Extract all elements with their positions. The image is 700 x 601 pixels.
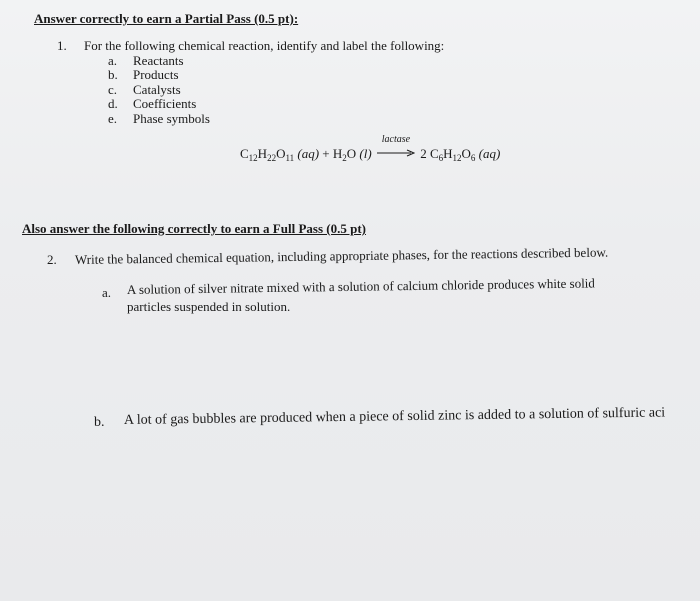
part-b-text: A lot of gas bubbles are produced when a piece of solid zinc is added to a solution of sulfuric aci xyxy=(123,405,666,428)
sucrose-formula: $C_{12}H_{22}O_{11}$ xyxy=(240,146,295,163)
coefficient-2: 2 xyxy=(420,146,427,161)
item-e-letter: e. xyxy=(108,111,118,126)
glucose-formula: $C_6H_{12}O_6$ xyxy=(429,146,476,163)
catalyst-label: lactase xyxy=(381,134,411,145)
item-b-letter: b. xyxy=(108,67,118,82)
sucrose-phase: (aq) xyxy=(297,146,320,161)
item-c-letter: c. xyxy=(108,82,118,97)
question-2-text: Write the balanced chemical equation, including appropriate phases, for the reactions described below. xyxy=(74,244,609,267)
water-formula: $H_2O$ xyxy=(332,146,357,163)
item-products: Products xyxy=(133,67,179,82)
partial-pass-heading: Answer correctly to earn a Partial Pass (0.5 pt): xyxy=(34,11,299,26)
item-phase-symbols: Phase symbols xyxy=(133,111,210,126)
item-coefficients: Coefficients xyxy=(133,96,197,111)
chemical-equation xyxy=(240,134,501,163)
item-reactants: Reactants xyxy=(133,53,184,68)
item-a-letter: a. xyxy=(108,53,118,68)
water-phase: (l) xyxy=(359,146,372,161)
plus-sign: + xyxy=(322,146,330,161)
part-a-letter: a. xyxy=(102,285,112,300)
question-2-number: 2. xyxy=(47,252,57,267)
part-a-line-1: A solution of silver nitrate mixed with a solution of calcium chloride produces white solid xyxy=(126,275,595,297)
reaction-arrow xyxy=(377,134,415,160)
full-pass-heading: Also answer the following correctly to earn a Full Pass (0.5 pt) xyxy=(22,221,366,236)
item-d-letter: d. xyxy=(108,96,118,111)
part-a-line-2: particles suspended in solution. xyxy=(127,299,291,314)
item-catalysts: Catalysts xyxy=(133,82,181,97)
glucose-phase: (aq) xyxy=(478,146,501,161)
part-b-letter: b. xyxy=(94,415,105,430)
arrow-icon xyxy=(377,149,415,157)
question-1-text: For the following chemical reaction, identify and label the following: xyxy=(84,38,445,53)
question-1-number: 1. xyxy=(57,38,67,53)
